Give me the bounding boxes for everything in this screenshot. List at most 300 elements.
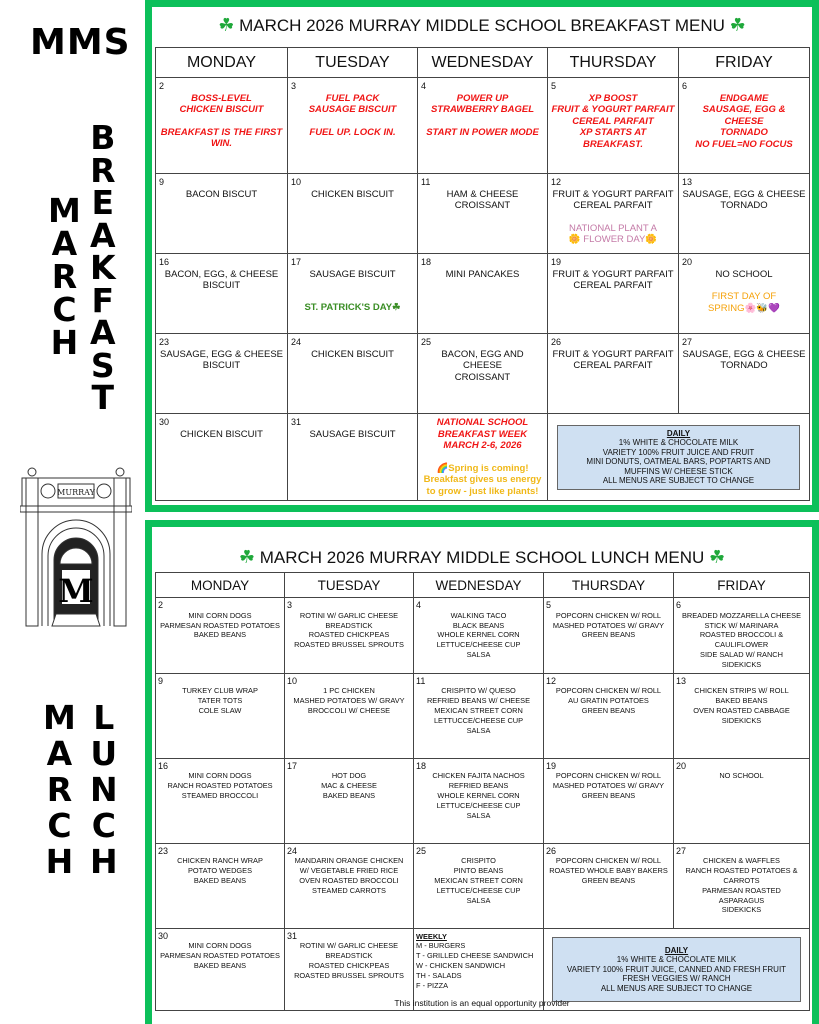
menu-item: ROASTED BROCCOLI &: [699, 630, 784, 640]
vertical-letter: M: [48, 191, 81, 230]
day-number: 12: [551, 177, 562, 187]
day-header: WEDNESDAY: [418, 48, 548, 78]
vertical-letter: R: [51, 257, 78, 296]
breakfast-title-text: MARCH 2026 MURRAY MIDDLE SCHOOL BREAKFAST MENU: [239, 16, 725, 35]
spacer: [682, 280, 806, 291]
week-row: [156, 758, 810, 843]
menu-item: SALSA: [466, 725, 491, 735]
menu-item: FUEL PACK: [325, 92, 380, 104]
week-row: [156, 843, 810, 928]
menu-item: CEREAL PARFAIT: [573, 200, 653, 211]
day-header: WEDNESDAY: [414, 573, 544, 598]
lunch-menu-panel: [145, 520, 819, 1024]
spacer: [159, 116, 284, 127]
day-number: 23: [158, 845, 169, 856]
breakfast-calendar: [155, 47, 810, 501]
daily-box: [557, 425, 800, 490]
vertical-letter: R: [90, 150, 116, 190]
menu-item: PARMESAN ROASTED POTATOES: [160, 951, 280, 961]
day-number: 17: [291, 257, 302, 267]
menu-item: BISCUIT: [202, 360, 241, 371]
day-cell: [418, 414, 548, 501]
weekly-line: T - GRILLED CHEESE SANDWICH: [416, 951, 534, 961]
day-cell: [285, 673, 414, 758]
daily-line: VARIETY 100% FRUIT JUICE AND FRUIT: [602, 447, 755, 457]
menu-item: WALKING TACO: [450, 610, 507, 620]
day-number: 9: [159, 177, 165, 187]
menu-item: BAKED BEANS: [322, 790, 376, 800]
day-number: 25: [416, 845, 427, 856]
day-cell: [544, 598, 674, 674]
menu-item: STICK W/ MARINARA: [704, 620, 779, 630]
day-number: 10: [291, 177, 302, 187]
menu-item: 🌼 FLOWER DAY🌼: [568, 234, 658, 245]
menu-item: STEAMED BROCCOLI: [181, 790, 259, 800]
day-number: 16: [158, 760, 169, 771]
menu-item: SALSA: [466, 895, 491, 905]
day-cell: [414, 598, 544, 674]
weekly-line: F - PIZZA: [416, 980, 449, 990]
day-header: THURSDAY: [548, 48, 679, 78]
day-number: 30: [158, 930, 169, 941]
day-number: 20: [676, 760, 687, 771]
day-cell: [418, 254, 548, 334]
menu-item: CHICKEN RANCH WRAP: [177, 856, 263, 866]
menu-item: PARMESAN ROASTED POTATOES: [160, 620, 280, 630]
menu-item: ENDGAME: [719, 92, 769, 104]
menu-item: MINI CORN DOGS: [188, 771, 252, 781]
menu-item: AU GRATIN POTATOES: [568, 696, 649, 706]
menu-item: CAULIFLOWER: [714, 640, 769, 650]
menu-item: BREADSTICK: [325, 951, 373, 961]
week-row: [156, 673, 810, 758]
menu-item: SAUSAGE, EGG & CHEESE: [682, 188, 806, 200]
menu-item: GREEN BEANS: [581, 630, 636, 640]
menu-item: FRUIT & YOGURT PARFAIT: [552, 348, 674, 360]
day-cell: [288, 78, 418, 174]
menu-item: XP STARTS AT BREAKFAST.: [579, 127, 647, 150]
day-number: 18: [421, 257, 432, 267]
menu-item: ST. PATRICK'S DAY☘: [304, 302, 401, 313]
menu-item: BAKED BEANS: [193, 960, 247, 970]
daily-cell: [548, 414, 810, 501]
spacer: [291, 116, 414, 127]
menu-item: ROASTED CHICKPEAS: [308, 960, 390, 970]
menu-item: START IN POWER MODE: [426, 126, 539, 138]
day-number: 30: [159, 417, 170, 427]
day-header: MONDAY: [156, 48, 288, 78]
menu-item: CEREAL PARFAIT: [572, 115, 654, 127]
menu-item: CRISPITO: [461, 856, 496, 866]
menu-item: BACON, EGG, & CHEESE: [164, 268, 279, 280]
day-cell: [156, 78, 288, 174]
menu-item: CHICKEN BISCUIT: [311, 188, 394, 200]
menu-item: STRAWBERRY BAGEL: [430, 104, 535, 115]
spacer: [291, 280, 414, 291]
menu-item: WHOLE KERNEL CORN: [437, 790, 520, 800]
vertical-letter: H: [45, 842, 74, 881]
menu-item: SIDEKICKS: [721, 659, 762, 669]
menu-item: BAKED BEANS: [193, 630, 247, 640]
day-number: 13: [676, 675, 687, 686]
menu-item: TORNADO: [720, 360, 768, 371]
vertical-letter: F: [91, 280, 115, 320]
lunch-month-vertical: [43, 700, 76, 880]
menu-item: LETTUCE/CHEESE CUP: [436, 885, 521, 895]
day-number: 6: [682, 81, 688, 91]
menu-item: FUEL UP. LOCK IN.: [309, 126, 396, 138]
day-cell: [548, 78, 679, 174]
menu-item: POTATO WEDGES: [187, 866, 253, 876]
menu-item: CHICKEN STRIPS W/ ROLL: [694, 686, 789, 696]
menu-item: MANDARIN ORANGE CHICKEN: [294, 856, 404, 866]
menu-item: SIDEKICKS: [721, 715, 762, 725]
menu-item: SPRING🌸🐝💜: [708, 302, 780, 314]
menu-item: CHICKEN & WAFFLES: [703, 856, 780, 866]
clover-icon: ☘: [218, 15, 235, 35]
vertical-letter: L: [93, 698, 115, 737]
day-cell: [285, 598, 414, 674]
menu-item: OVEN ROASTED BROCCOLI: [299, 875, 399, 885]
menu-item: SIDEKICKS: [721, 905, 762, 915]
spacer: [291, 291, 414, 302]
day-cell: [156, 598, 285, 674]
menu-item: CHICKEN BISCUIT: [179, 104, 264, 115]
menu-item: PINTO BEANS: [453, 866, 504, 876]
week-row: [156, 174, 810, 254]
day-number: 23: [159, 337, 170, 347]
vertical-letter: S: [90, 345, 115, 385]
vertical-letter: A: [46, 734, 73, 773]
svg-text:MURRAY: MURRAY: [57, 488, 95, 497]
day-cell: [156, 414, 288, 501]
day-cell: [156, 254, 288, 334]
day-header: TUESDAY: [285, 573, 414, 598]
menu-item: CROISSANT: [454, 200, 511, 211]
weekly-line: W - CHICKEN SANDWICH: [416, 960, 506, 970]
menu-item: CARROTS: [723, 875, 760, 885]
day-number: 27: [682, 337, 693, 347]
menu-item: SAUSAGE, EGG & CHEESE: [159, 348, 283, 360]
menu-item: NO SCHOOL: [715, 268, 773, 280]
menu-item: HAM & CHEESE: [446, 188, 519, 200]
week-row: [156, 414, 810, 501]
day-number: 20: [682, 257, 693, 267]
day-number: 5: [551, 81, 557, 91]
lunch-calendar: [155, 572, 810, 1011]
menu-item: MINI CORN DOGS: [188, 610, 252, 620]
day-number: 31: [291, 417, 302, 427]
daily-line: MINI DONUTS, OATMEAL BARS, POPTARTS AND: [586, 457, 771, 466]
menu-item: SAUSAGE, EGG & CHEESE: [682, 348, 806, 360]
day-cell: [418, 174, 548, 254]
footer-note: This institution is an equal opportunity provider: [394, 998, 570, 1008]
menu-item: MARCH 2-6, 2026: [443, 440, 522, 451]
menu-item: FRUIT & YOGURT PARFAIT: [552, 268, 674, 280]
menu-item: ROASTED WHOLE BABY BAKERS: [549, 866, 668, 876]
menu-item: LETTUCE/CHEESE CUP: [436, 800, 521, 810]
vertical-letter: C: [91, 806, 116, 845]
day-cell: [288, 334, 418, 414]
menu-item: MASHED POTATOES W/ GRAVY: [552, 620, 665, 630]
day-cell: [548, 254, 679, 334]
daily-line: MUFFINS W/ CHEESE STICK: [624, 466, 733, 476]
daily-line: VARIETY 100% FRUIT JUICE, CANNED AND FRESH FRUIT: [566, 964, 787, 974]
menu-item: 🌈Spring is coming! Breakfast gives us energy to grow - just like plants!: [423, 462, 542, 497]
menu-item: ROTINI W/ GARLIC CHEESE: [299, 941, 399, 951]
day-number: 4: [416, 600, 422, 610]
clover-icon: ☘: [709, 547, 726, 567]
menu-item: XP BOOST: [588, 92, 638, 104]
menu-item: NO FUEL=NO FOCUS: [695, 138, 793, 150]
day-cell: [156, 843, 285, 928]
menu-item: LETTUCCE/CHEESE CUP: [433, 715, 524, 725]
daily-line: FRESH VEGGIES W/ RANCH: [622, 974, 731, 984]
menu-item: TORNADO: [720, 200, 768, 211]
daily-line: ALL MENUS ARE SUBJECT TO CHANGE: [600, 983, 753, 993]
menu-item: TURKEY CLUB WRAP: [182, 686, 258, 696]
breakfast-title: [152, 15, 812, 36]
menu-item: FIRST DAY OF: [711, 291, 777, 302]
vertical-letter: C: [52, 290, 77, 329]
day-number: 2: [159, 81, 165, 91]
menu-item: MINI CORN DOGS: [188, 941, 252, 951]
vertical-letter: C: [47, 806, 72, 845]
menu-item: TATER TOTS: [197, 696, 243, 706]
day-cell: [156, 758, 285, 843]
day-number: 19: [546, 760, 557, 771]
menu-item: ASPARAGUS: [718, 895, 765, 905]
week-row: [156, 334, 810, 414]
menu-item: COLE SLAW: [198, 705, 242, 715]
day-cell: [418, 334, 548, 414]
day-cell: [548, 174, 679, 254]
day-number: 19: [551, 257, 562, 267]
menu-item: POWER UP: [456, 92, 509, 104]
daily-heading: DAILY: [666, 428, 691, 438]
menu-item: W/ VEGETABLE FRIED RICE: [299, 866, 399, 876]
menu-item: REFRIED BEANS: [448, 781, 509, 791]
menu-item: CHICKEN BISCUIT: [180, 428, 263, 440]
day-number: 17: [287, 760, 298, 771]
menu-item: POPCORN CHICKEN W/ ROLL: [555, 610, 662, 620]
lunch-word-vertical: [90, 700, 118, 880]
day-number: 10: [287, 675, 298, 686]
menu-item: CHICKEN FAJITA NACHOS: [432, 771, 525, 781]
menu-item: POPCORN CHICKEN W/ ROLL: [555, 856, 662, 866]
menu-item: BISCUIT: [202, 280, 241, 291]
menu-item: POPCORN CHICKEN W/ ROLL: [555, 771, 662, 781]
day-cell: [288, 174, 418, 254]
menu-item: HOT DOG: [331, 771, 367, 781]
vertical-letter: M: [43, 698, 76, 737]
day-number: 16: [159, 257, 170, 267]
menu-item: BACON, EGG AND CHEESE: [441, 348, 524, 371]
day-header: FRIDAY: [674, 573, 810, 598]
day-cell: [679, 254, 810, 334]
menu-item: SAUSAGE BISCUIT: [309, 268, 396, 280]
menu-item: NATIONAL SCHOOL: [436, 417, 529, 428]
menu-item: BAKED BEANS: [715, 696, 768, 706]
vertical-letter: K: [90, 248, 116, 287]
vertical-letter: A: [90, 215, 116, 255]
week-row: [156, 254, 810, 334]
svg-text:M: M: [58, 572, 94, 610]
vertical-letter: T: [91, 378, 115, 417]
menu-item: MINI PANCAKES: [445, 268, 520, 280]
day-number: 5: [546, 600, 552, 610]
vertical-letter: B: [90, 118, 116, 157]
menu-item: 1 PC CHICKEN: [323, 686, 375, 696]
menu-item: BREAKFAST WEEK: [437, 428, 528, 440]
vertical-letter: E: [91, 183, 115, 222]
day-cell: [674, 758, 810, 843]
menu-item: MEXICAN STREET CORN: [434, 705, 523, 715]
vertical-letter: H: [90, 842, 118, 881]
menu-item: ROASTED CHICKPEAS: [308, 630, 390, 640]
daily-line: 1% WHITE & CHOCOLATE MILK: [618, 438, 739, 447]
daily-line: 1% WHITE & CHOCOLATE MILK: [616, 955, 737, 965]
day-cell: [544, 673, 674, 758]
day-number: 18: [416, 760, 427, 771]
day-cell: [288, 254, 418, 334]
lunch-title: [152, 547, 812, 568]
vertical-letter: U: [90, 734, 118, 773]
menu-item: FRUIT & YOGURT PARFAIT: [552, 188, 674, 200]
day-cell: [156, 673, 285, 758]
day-number: 12: [546, 675, 557, 686]
day-number: 3: [287, 600, 293, 610]
menu-item: BROCCOLI W/ CHEESE: [307, 705, 391, 715]
menu-item: NATIONAL PLANT A: [569, 222, 657, 234]
menu-item: BACON BISCUT: [185, 188, 258, 200]
day-number: 26: [551, 337, 562, 347]
day-number: 24: [287, 845, 298, 856]
menu-item: SALSA: [466, 649, 491, 659]
day-cell: [288, 414, 418, 501]
menu-item: BREAKFAST IS THE FIRST WIN.: [160, 126, 283, 149]
vertical-letter: R: [46, 770, 73, 809]
day-cell: [285, 758, 414, 843]
menu-item: CEREAL PARFAIT: [573, 360, 653, 371]
menu-item: CEREAL PARFAIT: [573, 280, 653, 291]
school-abbreviation: MMS: [30, 22, 131, 63]
menu-item: BREADED MOZZARELLA CHEESE: [681, 610, 802, 620]
weekly-heading: WEEKLY: [416, 931, 447, 941]
menu-item: SAUSAGE BISCUIT: [309, 428, 396, 440]
vertical-letter: H: [50, 323, 79, 362]
day-number: 2: [158, 600, 164, 610]
vertical-letter: A: [90, 313, 116, 352]
day-number: 25: [421, 337, 432, 347]
menu-item: MASHED POTATOES W/ GRAVY: [293, 696, 405, 706]
school-building-logo: [20, 464, 132, 632]
menu-item: GREEN BEANS: [581, 875, 636, 885]
menu-item: RANCH ROASTED POTATOES &: [685, 866, 798, 876]
spacer: [551, 212, 675, 223]
day-cell: [544, 843, 674, 928]
menu-item: PARMESAN ROASTED: [702, 885, 781, 895]
day-number: 3: [291, 81, 297, 91]
menu-item: BAKED BEANS: [193, 875, 247, 885]
menu-item: TORNADO: [720, 127, 768, 138]
menu-item: RANCH ROASTED POTATOES: [167, 781, 273, 791]
breakfast-menu-panel: [145, 0, 819, 512]
week-row: [156, 598, 810, 674]
menu-item: NO SCHOOL: [719, 771, 764, 781]
day-number: 26: [546, 845, 557, 856]
menu-item: ROASTED BRUSSEL SPROUTS: [294, 970, 404, 980]
menu-item: OVEN ROASTED CABBAGE: [693, 705, 790, 715]
day-cell: [285, 843, 414, 928]
day-cell: [418, 78, 548, 174]
weekly-line: M - BURGERS: [416, 941, 466, 951]
lunch-title-text: MARCH 2026 MURRAY MIDDLE SCHOOL LUNCH MENU: [259, 548, 705, 567]
day-cell: [156, 174, 288, 254]
clover-icon: ☘: [238, 547, 255, 567]
vertical-letter: A: [51, 224, 78, 263]
vertical-letter: N: [90, 770, 118, 809]
day-number: 11: [421, 177, 431, 187]
menu-item: SAUSAGE, EGG & CHEESE: [702, 104, 786, 127]
breakfast-word-vertical: [90, 118, 116, 417]
menu-item: CROISSANT: [454, 371, 511, 383]
day-cell: [674, 843, 810, 928]
menu-item: STEAMED CARROTS: [312, 885, 386, 895]
week-row: [156, 78, 810, 174]
menu-item: ROASTED BRUSSEL SPROUTS: [294, 640, 404, 650]
menu-item: ROTINI W/ GARLIC CHEESE: [299, 610, 399, 620]
day-cell: [156, 334, 288, 414]
day-number: 9: [158, 675, 164, 686]
breakfast-month-vertical: [48, 191, 81, 362]
day-header: TUESDAY: [288, 48, 418, 78]
day-header: MONDAY: [156, 573, 285, 598]
day-number: 27: [676, 845, 687, 856]
spacer: [421, 116, 544, 127]
day-cell: [414, 843, 544, 928]
clover-icon: ☘: [729, 15, 746, 35]
menu-item: WHOLE KERNEL CORN: [437, 630, 520, 640]
menu-item: CHICKEN BISCUIT: [311, 348, 394, 360]
menu-item: REFRIED BEANS W/ CHEESE: [426, 696, 531, 706]
day-number: 6: [676, 600, 682, 610]
menu-item: MASHED POTATOES W/ GRAVY: [552, 781, 665, 791]
day-header: THURSDAY: [544, 573, 674, 598]
menu-item: LETTUCE/CHEESE CUP: [436, 640, 521, 650]
menu-item: GREEN BEANS: [581, 705, 636, 715]
day-cell: [414, 758, 544, 843]
daily-heading: DAILY: [664, 945, 689, 955]
day-cell: [414, 673, 544, 758]
day-number: 13: [682, 177, 693, 187]
menu-item: BLACK BEANS: [452, 620, 505, 630]
menu-item: BREADSTICK: [325, 620, 373, 630]
day-number: 11: [416, 675, 426, 686]
daily-box: [552, 937, 801, 1003]
menu-item: SAUSAGE BISCUIT: [308, 104, 397, 115]
menu-item: POPCORN CHICKEN W/ ROLL: [555, 686, 662, 696]
menu-item: MAC & CHEESE: [321, 781, 377, 791]
menu-item: BOSS-LEVEL: [191, 92, 252, 104]
menu-item: FRUIT & YOGURT PARFAIT: [551, 104, 675, 115]
day-number: 31: [287, 930, 298, 941]
day-cell: [674, 598, 810, 674]
daily-line: ALL MENUS ARE SUBJECT TO CHANGE: [602, 476, 755, 485]
spacer: [421, 452, 544, 463]
day-cell: [674, 673, 810, 758]
menu-item: SALSA: [466, 810, 491, 820]
